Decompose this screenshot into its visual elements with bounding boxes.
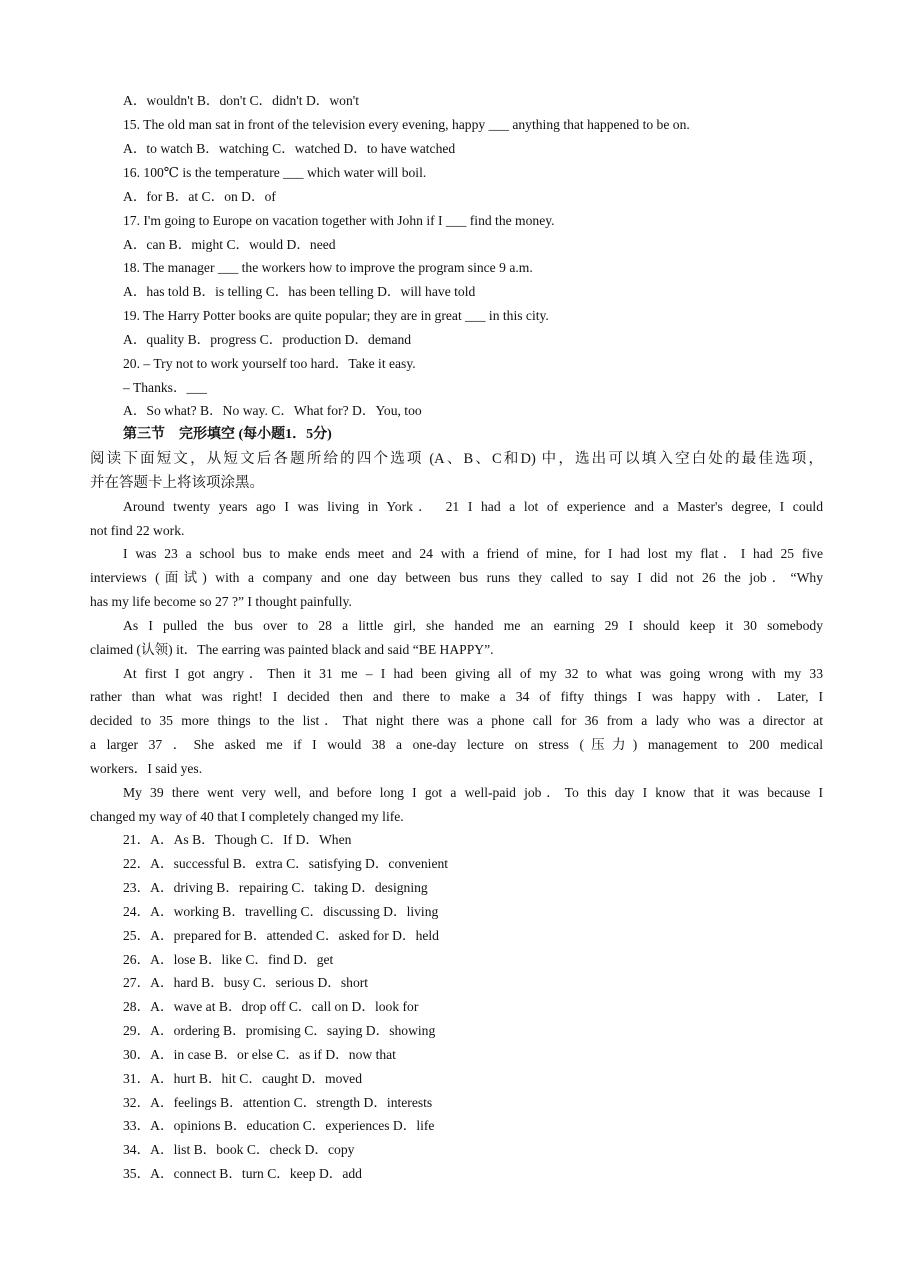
question-33: 33．A．opinions B．education C．experiences D．life — [123, 1118, 435, 1133]
question-34: 34．A．list B．book C．check D．copy — [123, 1142, 355, 1157]
q19-options: A．quality B．progress C．production D．demand — [123, 332, 412, 347]
question-31: 31．A．hurt B．hit C．caught D．moved — [123, 1071, 363, 1086]
section-heading: 第三节 完形填空 (每小题1．5分) — [123, 427, 332, 442]
question-28: 28．A．wave at B．drop off C．call on D．look for — [123, 999, 419, 1014]
q14-options: A．wouldn't B．don't C．didn't D．won't — [123, 93, 359, 108]
passage-p4-line-5: workers．I said yes. — [90, 761, 203, 776]
q18-options: A．has told B．is telling C．has been telling D．will have told — [123, 284, 476, 299]
q16-stem: 16. 100℃ is the temperature ___ which water will boil. — [123, 165, 427, 180]
q20-options: A．So what? B．No way. C．What for? D．You, too — [123, 403, 422, 418]
passage-p3-line-2: claimed (认领) it．The earring was painted black and said “BE HAPPY”. — [90, 642, 494, 657]
question-24: 24．A．working B．travelling C．discussing D．living — [123, 904, 439, 919]
q20-reply: – Thanks．___ — [123, 380, 207, 395]
question-29: 29．A．ordering B．promising C．saying D．showing — [123, 1023, 436, 1038]
passage-p5-line-2: changed my way of 40 that I completely changed my life. — [90, 809, 404, 824]
passage-p2-line-2: interviews (面试) with a company and one day between bus runs they called to say I did not 26 the job．“Why — [90, 570, 823, 585]
question-21: 21．A．As B．Though C．If D．When — [123, 832, 352, 847]
q18-stem: 18. The manager ___ the workers how to improve the program since 9 a.m. — [123, 260, 533, 275]
passage-p3-line-1: As I pulled the bus over to 28 a little girl, she handed me an earning 29 I should keep it 30 somebody — [123, 618, 823, 633]
question-25: 25．A．prepared for B．attended C．asked for D．held — [123, 928, 439, 943]
q15-options: A．to watch B．watching C．watched D．to have watched — [123, 141, 456, 156]
section-instruction-line-1: 阅读下面短文，从短文后各题所给的四个选项 (A、B、C和D) 中，选出可以填入空白处的最佳选项， — [90, 451, 823, 467]
passage-p4-line-2: rather than what was right! I decided then and there to make a 34 of fifty things I was happy with．Later, I — [90, 689, 823, 704]
q20-stem: 20. – Try not to work yourself too hard．Take it easy. — [123, 356, 416, 371]
question-35: 35．A．connect B．turn C．keep D．add — [123, 1166, 362, 1181]
passage-p5-line-1: My 39 there went very well, and before long I got a well-paid job．To this day I know that it was because I — [123, 785, 823, 800]
passage-p2-line-1: I was 23 a school bus to make ends meet and 24 with a friend of mine, for I had lost my flat．I had 25 five — [123, 546, 823, 561]
q17-stem: 17. I'm going to Europe on vacation together with John if I ___ find the money. — [123, 213, 555, 228]
q19-stem: 19. The Harry Potter books are quite popular; they are in great ___ in this city. — [123, 308, 549, 323]
q17-options: A．can B．might C．would D．need — [123, 237, 336, 252]
passage-p2-line-3: has my life become so 27 ?” I thought painfully. — [90, 594, 352, 609]
passage-p4-line-3: decided to 35 more things to the list．That night there was a phone call for 36 from a lady who was a director at — [90, 713, 823, 728]
q16-options: A．for B．at C．on D．of — [123, 189, 276, 204]
passage-p1-line-2: not find 22 work. — [90, 523, 185, 538]
question-30: 30．A．in case B．or else C．as if D．now that — [123, 1047, 396, 1062]
question-27: 27．A．hard B．busy C．serious D．short — [123, 975, 369, 990]
passage-p1-line-1: Around twenty years ago I was living in York． 21 I had a lot of experience and a Master's degree, I could — [123, 499, 823, 514]
section-instruction-line-2: 并在答题卡上将该项涂黑。 — [90, 475, 264, 491]
question-32: 32．A．feelings B．attention C．strength D．interests — [123, 1095, 433, 1110]
passage-p4-line-1: At first I got angry．Then it 31 me – I had been giving all of my 32 to what was going wrong with my 33 — [123, 666, 823, 681]
question-26: 26．A．lose B．like C．find D．get — [123, 952, 334, 967]
passage-p4-line-4: a larger 37 ．She asked me if I would 38 a one-day lecture on stress (压力) management to 200 medical — [90, 737, 823, 752]
question-23: 23．A．driving B．repairing C．taking D．designing — [123, 880, 428, 895]
q15-stem: 15. The old man sat in front of the television every evening, happy ___ anything that happened to be on. — [123, 117, 690, 132]
question-22: 22．A．successful B．extra C．satisfying D．convenient — [123, 856, 449, 871]
